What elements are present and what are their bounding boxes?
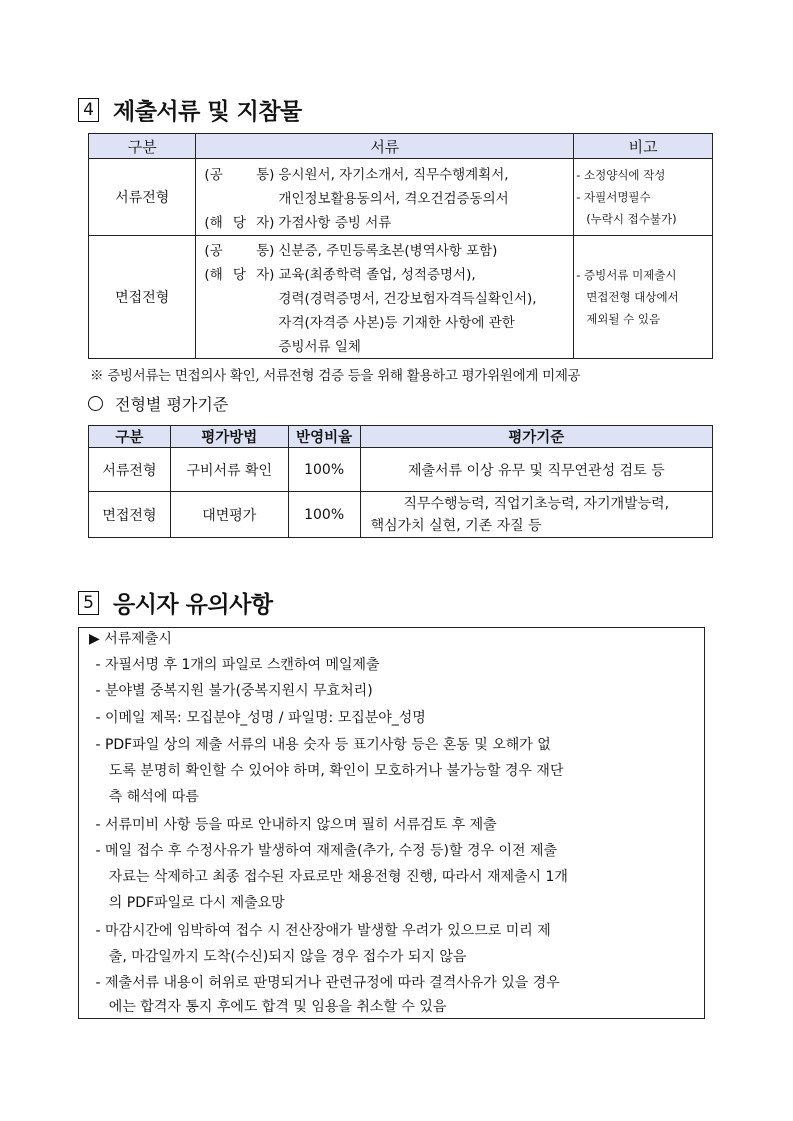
notes-line: - PDF파일 상의 제출 서류의 내용 숫자 등 표기사항 등은 혼동 및 오해가 없 bbox=[91, 737, 551, 753]
document-tag: (해 당 자) bbox=[204, 267, 275, 283]
documents-cell bbox=[196, 236, 574, 359]
section4-heading bbox=[78, 93, 302, 126]
documents-cell bbox=[196, 159, 574, 236]
notes-line: - 제출서류 내용이 허위로 판명되거나 관련규정에 따라 결격사유가 있을 경우 bbox=[91, 975, 560, 991]
remarks-cell bbox=[574, 159, 713, 236]
notes-line: 자료는 삭제하고 최종 접수된 자료로만 채용전형 진행, 따라서 재제출시 1개 bbox=[91, 869, 568, 885]
remarks-cell bbox=[574, 236, 713, 359]
document-text: 교육(최종학력 졸업, 성적증명서), bbox=[278, 267, 476, 283]
eval-category: 서류전형 bbox=[89, 448, 171, 492]
notes-line: 도록 분명히 확인할 수 있어야 하며, 확인이 모호하거나 불가능할 경우 재단 bbox=[91, 763, 564, 779]
document-text: 증빙서류 일체 bbox=[278, 339, 361, 355]
section5-heading bbox=[78, 586, 273, 619]
category-cell: 서류전형 bbox=[89, 159, 196, 236]
section-number-box: 4 bbox=[78, 98, 99, 122]
document-text: 개인정보활용동의서, 격오건검증동의서 bbox=[278, 191, 509, 207]
table-row bbox=[89, 159, 713, 236]
document-tag: (해 당 자) bbox=[204, 215, 275, 231]
notes-line: 측 해석에 따름 bbox=[91, 789, 199, 805]
eval-header-ratio: 반영비율 bbox=[288, 426, 360, 448]
remark-line: - 소정양식에 작성 bbox=[576, 168, 666, 182]
remark-line: 면접전형 대상에서 bbox=[586, 290, 679, 304]
document-text: 신분증, 주민등록초본(병역사항 포함) bbox=[278, 243, 498, 259]
notes-line: - 서류미비 사항 등을 따로 안내하지 않으며 필히 서류검토 후 제출 bbox=[91, 817, 497, 833]
section-title: 제출서류 및 지참물 bbox=[113, 99, 302, 125]
table-header-documents: 서류 bbox=[196, 134, 574, 159]
notes-line: 출, 마감일까지 도착(수신)되지 않을 경우 접수가 되지 않음 bbox=[91, 949, 467, 965]
notes-line: - 이메일 제목: 모집분야_성명 / 파일명: 모집분야_성명 bbox=[91, 710, 426, 726]
notes-line: - 분야별 중복지원 불가(중복지원시 무효처리) bbox=[91, 683, 373, 699]
document-text: 응시원서, 자기소개서, 직무수행계획서, bbox=[278, 167, 509, 183]
evaluation-subheading bbox=[88, 392, 228, 415]
document-tag: (공 통) bbox=[204, 243, 275, 259]
eval-header-category: 구분 bbox=[89, 426, 171, 448]
subheading-text: 전형별 평가기준 bbox=[115, 395, 229, 414]
table-header-remarks: 비고 bbox=[574, 134, 713, 159]
notes-line: - 메일 접수 후 수정사유가 발생하여 재제출(추가, 수정 등)할 경우 이전 제출 bbox=[91, 843, 558, 859]
table-header-category: 구분 bbox=[89, 134, 196, 159]
notes-line: - 자필서명 후 1개의 파일로 스캔하여 메일제출 bbox=[91, 657, 380, 673]
section-title: 응시자 유의사항 bbox=[113, 592, 273, 618]
evaluation-table bbox=[88, 425, 713, 538]
eval-header-criteria: 평가기준 bbox=[360, 426, 712, 448]
table-row bbox=[89, 492, 713, 538]
document-text: 경력(경력증명서, 건강보험자격득실확인서), bbox=[278, 291, 537, 307]
eval-ratio: 100% bbox=[288, 492, 360, 538]
remark-line: - 증빙서류 미제출시 bbox=[576, 268, 677, 282]
notes-line: 에는 합격자 통지 후에도 합격 및 임용을 취소할 수 있음 bbox=[91, 999, 447, 1015]
notes-line: - 마감시간에 임박하여 접수 시 전산장애가 발생할 우려가 있으므로 미리 제 bbox=[91, 923, 551, 939]
eval-criteria: 제출서류 이상 유무 및 직무연관성 검토 등 bbox=[360, 448, 712, 492]
document-text: 가점사항 증빙 서류 bbox=[278, 215, 392, 231]
category-cell: 면접전형 bbox=[89, 236, 196, 359]
eval-ratio: 100% bbox=[288, 448, 360, 492]
circle-bullet-icon bbox=[88, 396, 103, 411]
remark-line: 제외될 수 있음 bbox=[586, 312, 661, 326]
eval-header-method: 평가방법 bbox=[170, 426, 288, 448]
eval-category: 면접전형 bbox=[89, 492, 171, 538]
documents-table bbox=[88, 133, 713, 359]
document-text: 자격(자격증 사본)등 기재한 사항에 관한 bbox=[278, 315, 515, 331]
notes-line: ▶ 서류제출시 bbox=[89, 631, 172, 647]
footnote: ※ 증빙서류는 면접의사 확인, 서류전형 검증 등을 위해 활용하고 평가위원에게 미제공 bbox=[90, 368, 581, 384]
table-row bbox=[89, 236, 713, 359]
eval-criteria: 직무수행능력, 직업기초능력, 자기개발능력, 핵심가치 실현, 기존 자질 등 bbox=[360, 492, 712, 538]
notes-line: 의 PDF파일로 다시 제출요망 bbox=[91, 895, 285, 911]
eval-method: 구비서류 확인 bbox=[170, 448, 288, 492]
eval-method: 대면평가 bbox=[170, 492, 288, 538]
section-number-box: 5 bbox=[78, 591, 99, 615]
remark-line: (누락시 접수불가) bbox=[586, 212, 677, 226]
remark-line: - 자필서명필수 bbox=[576, 190, 651, 204]
table-row bbox=[89, 448, 713, 492]
applicant-notes-box bbox=[78, 627, 705, 1019]
document-tag: (공 통) bbox=[204, 167, 275, 183]
